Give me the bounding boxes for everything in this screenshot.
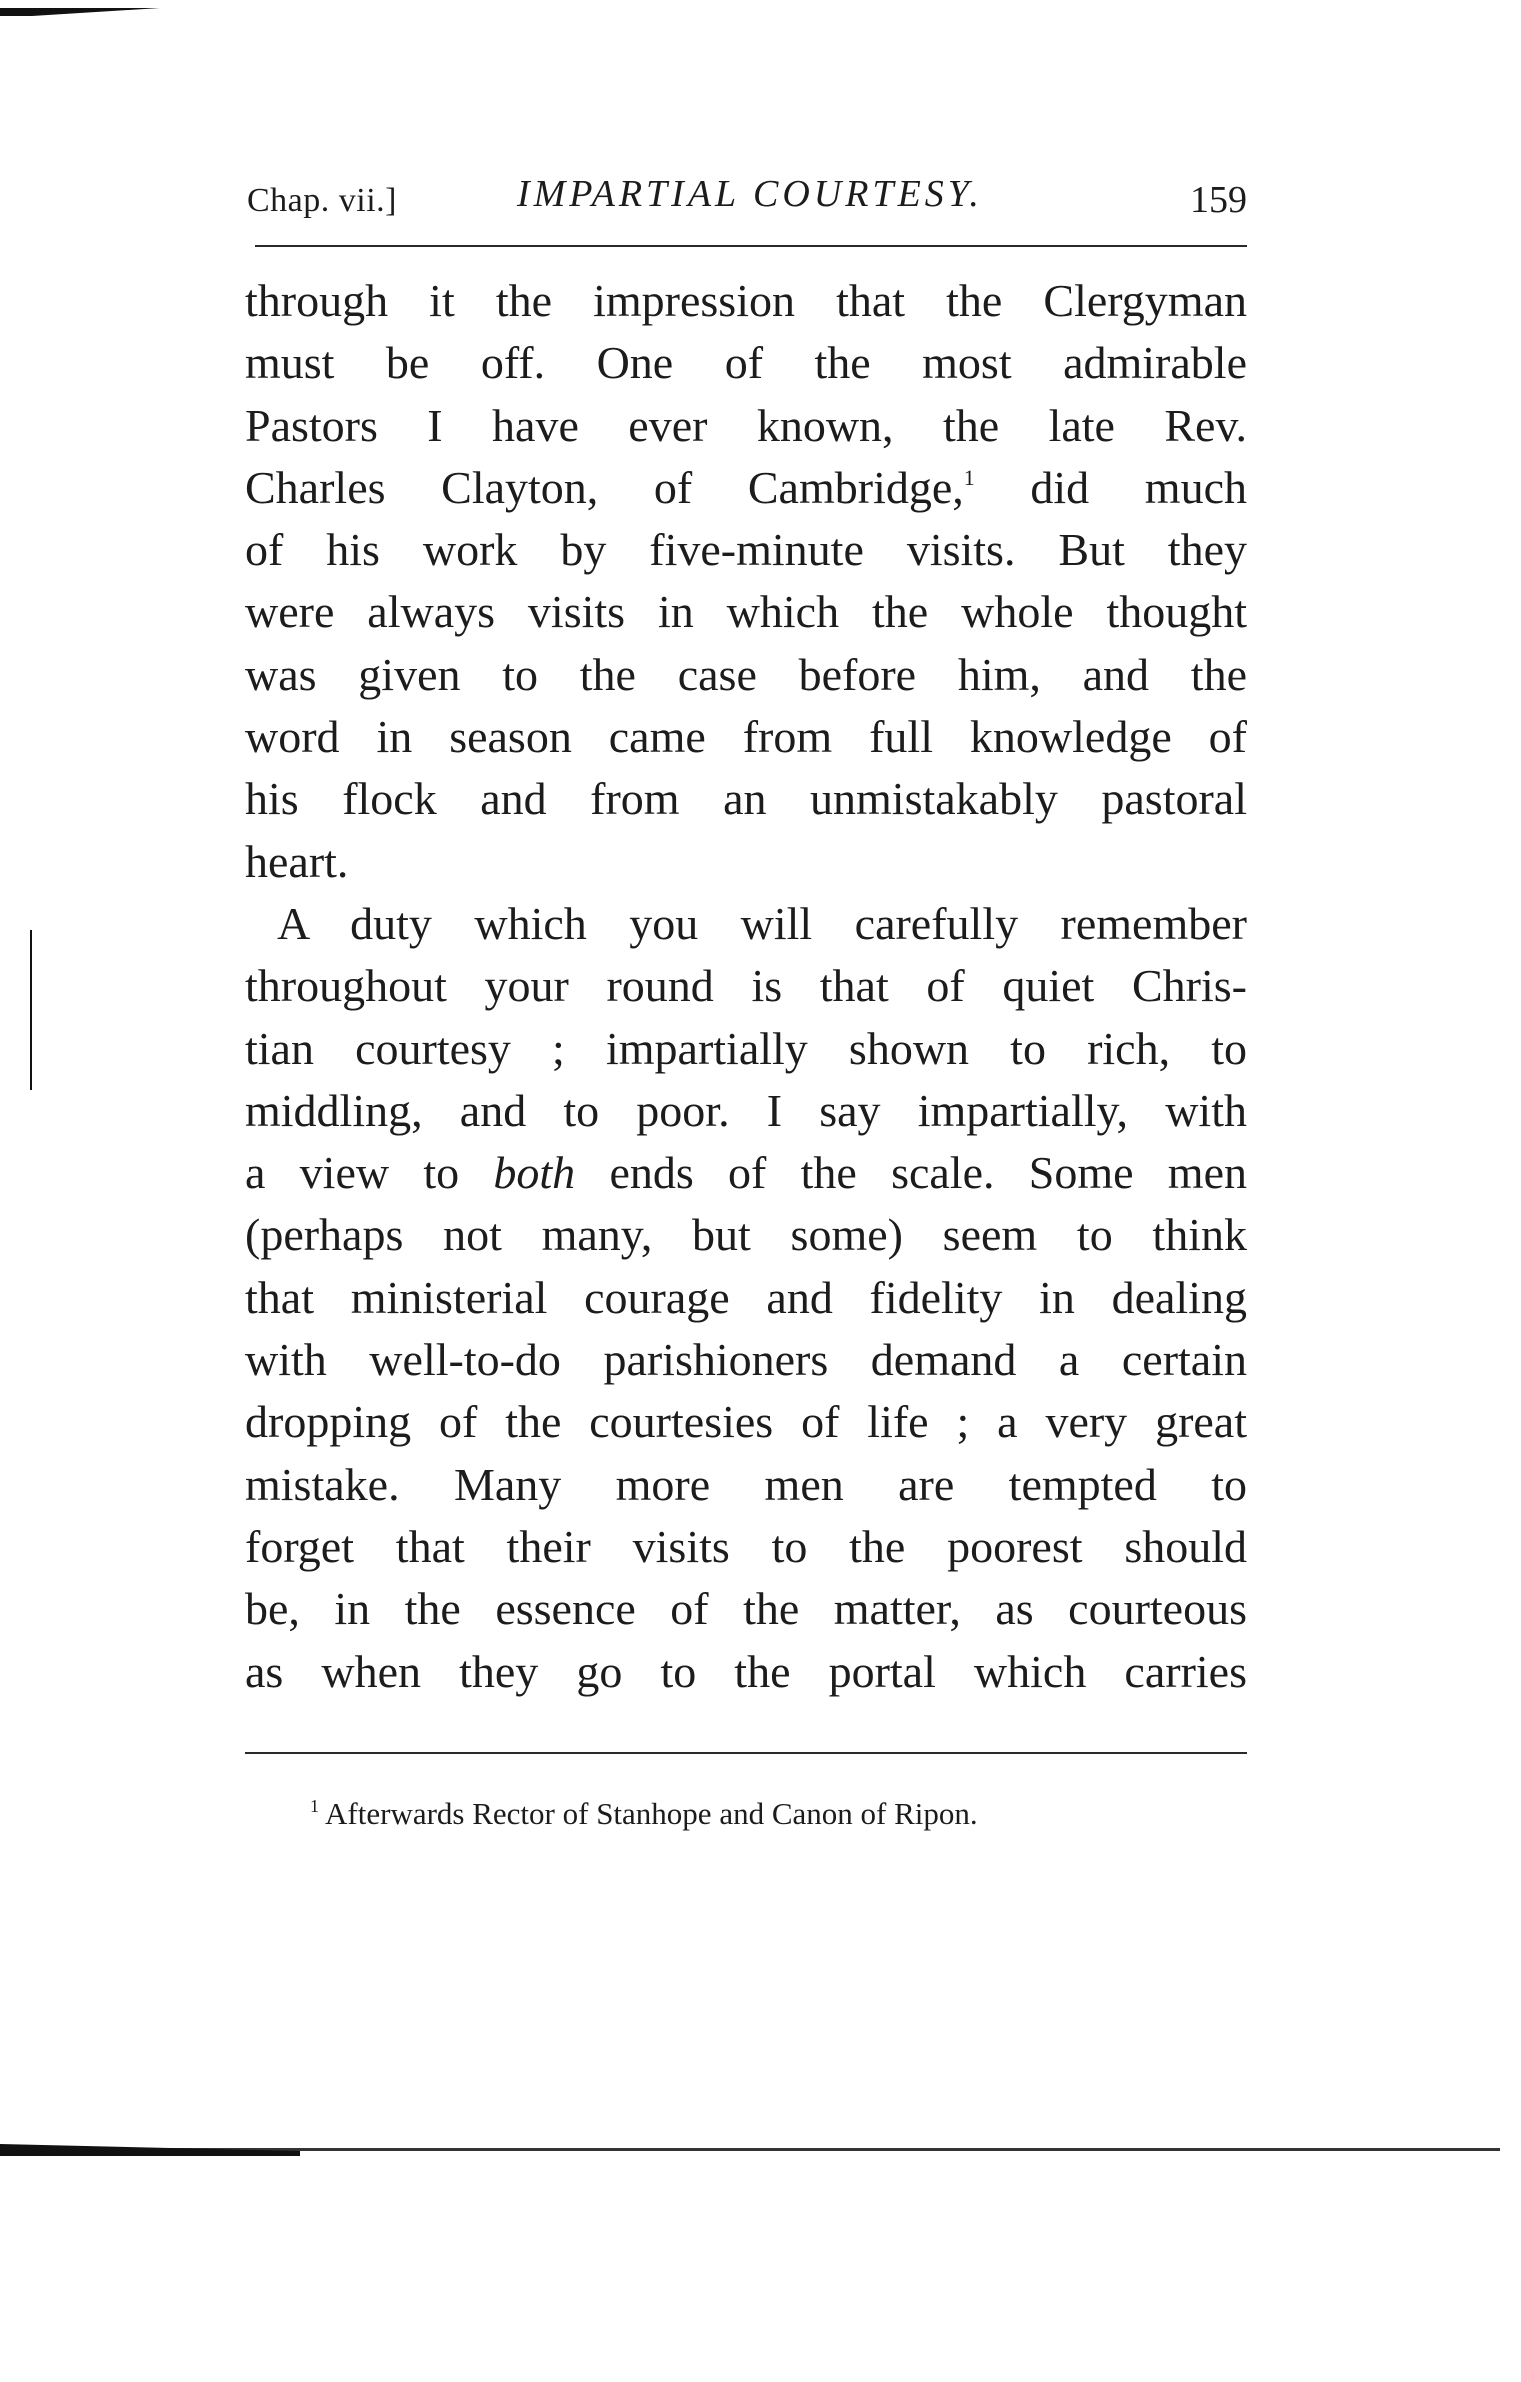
- footnote-text: Afterwards Rector of Stanhope and Canon of Ripon.: [325, 1796, 978, 1831]
- text-line: mistake. Many more men are tempted to: [245, 1458, 1247, 1510]
- text-line: must be off. One of the most admirable: [245, 337, 1247, 389]
- paragraph-start-line: A duty which you will carefully remember: [277, 897, 1247, 949]
- text-line: with well-to-do parishioners demand a certain: [245, 1334, 1247, 1386]
- text-line-end: ends of the scale. Some men: [609, 1147, 1247, 1199]
- text-line: (perhaps not many, but some) seem to think: [245, 1209, 1247, 1261]
- text-line: through it the impression that the Clergyman: [245, 275, 1247, 326]
- text-line: was given to the case before him, and the: [245, 648, 1247, 700]
- text-line: heart.: [245, 835, 349, 887]
- running-title: IMPARTIAL COURTESY.: [517, 173, 983, 215]
- text-line: forget that their visits to the poorest should: [245, 1520, 1247, 1572]
- text-line: as when they go to the portal which carries: [245, 1645, 1247, 1697]
- text-line-end: did much: [1030, 461, 1247, 513]
- text-line: [245, 457, 1247, 519]
- text-line: his flock and from an unmistakably pastoral: [245, 773, 1247, 825]
- footnote-marker: 1: [310, 1796, 319, 1816]
- text-line: [245, 1142, 1247, 1204]
- text-line: Pastors I have ever known, the late Rev.: [245, 399, 1247, 451]
- text-line: throughout your round is that of quiet Chris-: [245, 960, 1247, 1012]
- text-line: be, in the essence of the matter, as courteous: [245, 1583, 1247, 1635]
- header-rule: [255, 245, 1247, 247]
- chapter-reference: Chap. vii.]: [247, 182, 397, 219]
- text-line: were always visits in which the whole thought: [245, 586, 1247, 638]
- margin-mark: [30, 930, 32, 1090]
- text-line: of his work by five-minute visits. But they: [245, 524, 1247, 576]
- text-line-start: a view to: [245, 1147, 460, 1199]
- footnote-reference: 1: [963, 464, 975, 490]
- footnote: [310, 1796, 978, 1832]
- scan-mark-top-left: [0, 8, 160, 16]
- text-line: word in season came from full knowledge of: [245, 711, 1247, 763]
- running-header: [247, 172, 1247, 232]
- emphasis-text: both: [493, 1147, 576, 1199]
- footnote-rule: [245, 1752, 1247, 1754]
- page-number: 159: [1190, 179, 1247, 221]
- body-text: [245, 270, 1247, 1703]
- text-line: that ministerial courage and fidelity in dealing: [245, 1271, 1247, 1323]
- text-line-start: Charles Clayton, of Cambridge,: [245, 461, 964, 513]
- text-line: tian courtesy ; impartially shown to rich, to: [245, 1022, 1247, 1074]
- scan-mark-bottom-wedge: [0, 2136, 300, 2156]
- text-line: middling, and to poor. I say impartially, with: [245, 1084, 1247, 1136]
- text-line: dropping of the courtesies of life ; a very great: [245, 1396, 1247, 1448]
